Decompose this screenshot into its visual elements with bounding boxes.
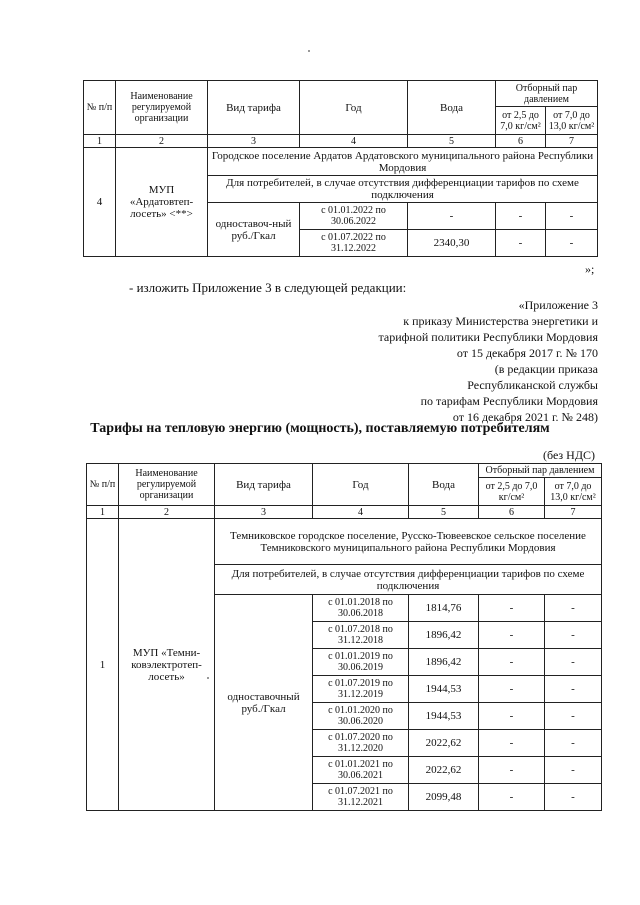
- header-steam-high: от 7,0 до 13,0 кг/см²: [546, 107, 598, 135]
- vat-note: (без НДС): [543, 448, 596, 462]
- org-name: МУП «Темни-ковэлектротеп-лосеть»: [119, 519, 215, 811]
- period-cell: с 01.07.2020 по 31.12.2020: [313, 730, 409, 757]
- appendix-reference: [338, 297, 598, 425]
- steam-low-value: -: [479, 595, 545, 622]
- period-cell: с 01.01.2020 по 30.06.2020: [313, 703, 409, 730]
- steam-low-value: -: [479, 730, 545, 757]
- col-number: 1: [87, 506, 119, 519]
- col-number: 4: [300, 135, 408, 148]
- period-cell: с 01.07.2018 по 31.12.2018: [313, 622, 409, 649]
- col-number: 5: [409, 506, 479, 519]
- appendix-line: от 15 декабря 2017 г. № 170: [456, 346, 598, 360]
- header-org: Наименование регулируемой организации: [119, 464, 215, 506]
- water-value: -: [408, 203, 496, 230]
- scan-speck: [207, 677, 209, 679]
- steam-low-value: -: [479, 703, 545, 730]
- steam-low-value: -: [479, 757, 545, 784]
- consumers-note: Для потребителей, в случае отсутствия дифференциации тарифов по схеме подключения: [215, 565, 602, 595]
- header-steam-low: от 2,5 до 7,0 кг/см²: [496, 107, 546, 135]
- period-cell: с 01.07.2022 по 31.12.2022: [300, 230, 408, 257]
- water-value: 1896,42: [409, 622, 479, 649]
- period-cell: с 01.07.2019 по 31.12.2019: [313, 676, 409, 703]
- col-number: 2: [116, 135, 208, 148]
- header-tariff-type: Вид тарифа: [215, 464, 313, 506]
- steam-high-value: -: [545, 784, 602, 811]
- header-num: № п/п: [84, 81, 116, 135]
- water-value: 2099,48: [409, 784, 479, 811]
- tariff-type: одноставочный руб./Гкал: [215, 595, 313, 811]
- water-value: 1944,53: [409, 703, 479, 730]
- appendix-line: Республиканской службы: [467, 378, 598, 392]
- header-steam-low: от 2,5 до 7,0 кг/см²: [479, 478, 545, 506]
- water-value: 2022,62: [409, 757, 479, 784]
- header-steam: Отборный пар давлением: [479, 464, 602, 478]
- col-number: 7: [546, 135, 598, 148]
- steam-low-value: -: [479, 649, 545, 676]
- col-number: 3: [215, 506, 313, 519]
- steam-high-value: -: [545, 622, 602, 649]
- water-value: 1896,42: [409, 649, 479, 676]
- steam-high-value: -: [546, 230, 598, 257]
- steam-low-value: -: [496, 203, 546, 230]
- appendix-line: (в редакции приказа: [494, 362, 598, 376]
- header-water: Вода: [409, 464, 479, 506]
- header-water: Вода: [408, 81, 496, 135]
- steam-high-value: -: [545, 703, 602, 730]
- water-value: 2022,62: [409, 730, 479, 757]
- appendix-line: по тарифам Республики Мордовия: [420, 394, 598, 408]
- closing-quote: »;: [585, 262, 595, 276]
- header-year: Год: [313, 464, 409, 506]
- steam-high-value: -: [545, 676, 602, 703]
- water-value: 1944,53: [409, 676, 479, 703]
- steam-high-value: -: [545, 730, 602, 757]
- steam-high-value: -: [546, 203, 598, 230]
- document-title: Тарифы на тепловую энергию (мощность), поставляемую потребителям: [90, 421, 550, 436]
- period-cell: с 01.01.2021 по 30.06.2021: [313, 757, 409, 784]
- instruction-text: - изложить Приложение 3 в следующей редакции:: [129, 280, 407, 295]
- period-cell: с 01.01.2018 по 30.06.2018: [313, 595, 409, 622]
- appendix-line: тарифной политики Республики Мордовия: [378, 330, 598, 344]
- row-num: 4: [84, 148, 116, 257]
- appendix-line: к приказу Министерства энергетики и: [403, 314, 598, 328]
- water-value: 1814,76: [409, 595, 479, 622]
- period-cell: с 01.07.2021 по 31.12.2021: [313, 784, 409, 811]
- col-number: 1: [84, 135, 116, 148]
- steam-low-value: -: [479, 622, 545, 649]
- tariff-table-ardatov: [83, 80, 598, 257]
- tariff-table-temnikov: [86, 463, 602, 811]
- steam-low-value: -: [479, 784, 545, 811]
- appendix-line: «Приложение 3: [518, 298, 598, 312]
- row-num: 1: [87, 519, 119, 811]
- steam-high-value: -: [545, 595, 602, 622]
- col-number: 5: [408, 135, 496, 148]
- header-num: № п/п: [87, 464, 119, 506]
- col-number: 7: [545, 506, 602, 519]
- scan-speck: [308, 50, 310, 52]
- appendix-line: от 16 декабря 2021 г. № 248): [452, 410, 598, 424]
- steam-high-value: -: [545, 757, 602, 784]
- col-number: 4: [313, 506, 409, 519]
- col-number: 6: [479, 506, 545, 519]
- consumers-note: Для потребителей, в случае отсутствия дифференциации тарифов по схеме подключения: [208, 176, 598, 203]
- settlement-name: Темниковское городское поселение, Русско-Тювеевское сельское поселение Темниковского муниципального района Республики Мордовия: [215, 519, 602, 565]
- header-tariff-type: Вид тарифа: [208, 81, 300, 135]
- header-steam-high: от 7,0 до 13,0 кг/см²: [545, 478, 602, 506]
- header-year: Год: [300, 81, 408, 135]
- period-cell: с 01.01.2019 по 30.06.2019: [313, 649, 409, 676]
- steam-high-value: -: [545, 649, 602, 676]
- tariff-type: одноставоч-ный руб./Гкал: [208, 203, 300, 257]
- col-number: 6: [496, 135, 546, 148]
- col-number: 3: [208, 135, 300, 148]
- settlement-name: Городское поселение Ардатов Ардатовского муниципального района Республики Мордовия: [208, 148, 598, 176]
- steam-low-value: -: [496, 230, 546, 257]
- water-value: 2340,30: [408, 230, 496, 257]
- header-org: Наименование регулируемой организации: [116, 81, 208, 135]
- period-cell: с 01.01.2022 по 30.06.2022: [300, 203, 408, 230]
- org-name: МУП «Ардатовтеп-лосеть» <**>: [116, 148, 208, 257]
- col-number: 2: [119, 506, 215, 519]
- steam-low-value: -: [479, 676, 545, 703]
- header-steam: Отборный пар давлением: [496, 81, 598, 107]
